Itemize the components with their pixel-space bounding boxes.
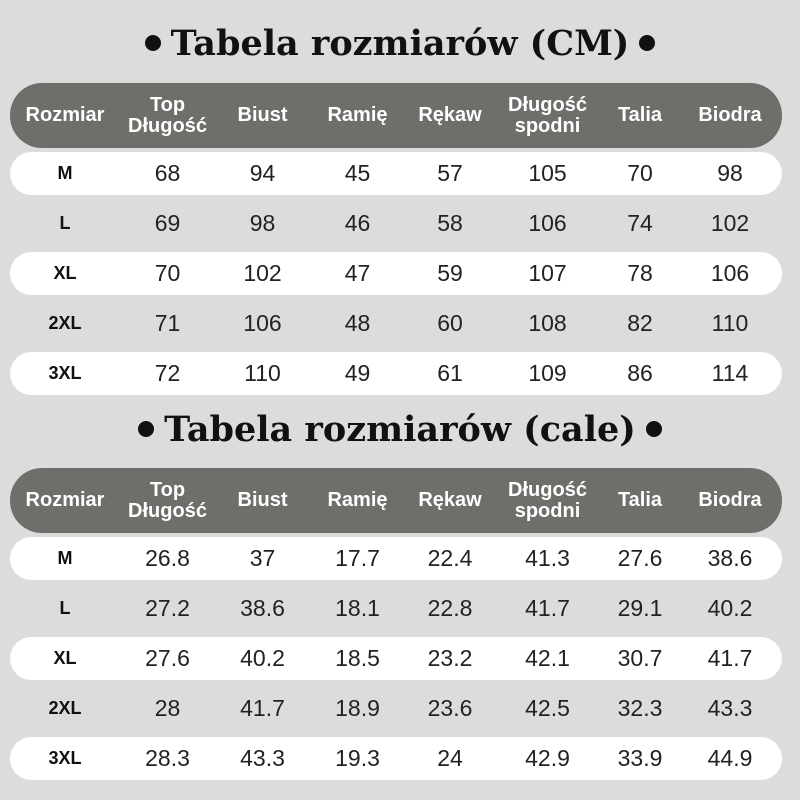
table-row [10,152,782,195]
value-cell: 102 [243,260,282,286]
value-cell: 41.7 [240,695,285,721]
size-table-cm [10,83,782,395]
value-cell: 114 [711,360,749,386]
value-cell: 22.4 [427,545,473,571]
value-cell: 49 [344,360,371,386]
value-cell: 40.2 [240,645,285,671]
value-cell: 72 [154,360,181,386]
header-cell: Ramię [327,104,388,126]
value-cell: 106 [710,260,750,286]
bullet-icon [639,35,655,51]
value-cell: 42.9 [525,745,570,771]
table-row [10,737,782,780]
header-cell: Top Długość [128,478,207,522]
value-cell: 105 [528,160,567,186]
value-cell: 45 [344,160,371,186]
value-cell: 27.6 [617,545,663,571]
value-cell: 70 [154,260,181,286]
header-cell: Rękaw [418,489,482,511]
size-table-inch [10,468,782,780]
value-cell: 30.7 [617,645,663,671]
value-cell: 27.2 [145,595,190,621]
size-cell: L [59,598,71,618]
value-cell: 110 [244,360,281,386]
value-cell: 18.9 [335,695,380,721]
value-cell: 94 [249,160,276,186]
size-cell: 3XL [48,363,82,383]
header-cell: Rozmiar [25,489,105,511]
value-cell: 40.2 [707,595,753,621]
value-cell: 26.8 [145,545,190,571]
value-cell: 43.3 [240,745,285,771]
size-cell: M [57,548,73,568]
value-cell: 18.5 [335,645,380,671]
value-cell: 58 [437,210,463,236]
size-cell: L [59,213,71,233]
value-cell: 22.8 [427,595,473,621]
table-row [10,352,782,395]
table-row [10,587,782,630]
value-cell: 23.6 [427,695,473,721]
value-cell: 42.5 [525,695,570,721]
value-cell: 41.3 [525,545,570,571]
value-cell: 38.6 [240,595,285,621]
table-body [10,537,782,780]
table-row [10,687,782,730]
header-cell: Biust [237,489,288,511]
table-row [10,537,782,580]
value-cell: 70 [627,160,653,186]
value-cell: 19.3 [335,745,380,771]
value-cell: 29.1 [617,595,663,621]
header-cell: Rękaw [418,104,482,126]
size-cell: M [57,163,73,183]
value-cell: 102 [710,210,750,236]
value-cell: 37 [249,545,276,571]
table-header [10,83,782,148]
value-cell: 23.2 [427,645,473,671]
table-body [10,152,782,395]
value-cell: 17.7 [335,545,380,571]
table-row [10,302,782,345]
value-cell: 43.3 [707,695,753,721]
value-cell: 24 [437,745,463,771]
value-cell: 28.3 [145,745,190,771]
value-cell: 57 [437,160,463,186]
header-cell: Biust [237,104,288,126]
value-cell: 33.9 [617,745,663,771]
inch-table-title [0,410,800,450]
table-row [10,252,782,295]
value-cell: 86 [627,360,653,386]
value-cell: 59 [437,260,463,286]
size-cell: XL [53,648,77,668]
value-cell: 28 [154,695,181,721]
value-cell: 60 [437,310,463,336]
bullet-icon [138,421,154,437]
value-cell: 109 [528,360,567,386]
header-cell: Ramię [327,489,388,511]
inch-title-text: Tabela rozmiarów (cale) [164,409,636,450]
value-cell: 69 [154,210,181,236]
value-cell: 41.7 [525,595,570,621]
header-cell: Biodra [698,104,762,126]
size-cell: XL [53,263,77,283]
header-cell: Biodra [698,489,762,511]
bullet-icon [145,35,161,51]
value-cell: 98 [249,210,276,236]
header-cell: Rozmiar [25,104,105,126]
value-cell: 41.7 [707,645,753,671]
header-cell: Długość spodni [508,93,587,137]
value-cell: 78 [627,260,653,286]
value-cell: 47 [344,260,371,286]
size-cell: 2XL [48,698,82,718]
value-cell: 42.1 [525,645,570,671]
value-cell: 106 [528,210,567,236]
header-cell: Top Długość [128,93,207,137]
header-cell: Długość spodni [508,478,587,522]
value-cell: 106 [243,310,282,336]
table-row [10,637,782,680]
value-cell: 68 [154,160,181,186]
value-cell: 71 [154,310,181,336]
size-cell: 3XL [48,748,82,768]
value-cell: 44.9 [707,745,753,771]
value-cell: 46 [344,210,371,236]
value-cell: 98 [717,160,743,186]
table-header [10,468,782,533]
cm-title-text: Tabela rozmiarów (CM) [170,23,630,64]
value-cell: 108 [528,310,567,336]
value-cell: 107 [528,260,567,286]
header-cell: Talia [617,104,663,126]
value-cell: 18.1 [335,595,380,621]
value-cell: 32.3 [617,695,663,721]
value-cell: 38.6 [707,545,753,571]
bullet-icon [646,421,662,437]
value-cell: 82 [627,310,653,336]
value-cell: 48 [344,310,371,336]
header-cell: Talia [617,489,663,511]
size-cell: 2XL [48,313,82,333]
value-cell: 74 [627,210,653,236]
value-cell: 61 [437,360,463,386]
table-row [10,202,782,245]
value-cell: 110 [711,310,749,336]
cm-table-title [0,24,800,64]
value-cell: 27.6 [145,645,190,671]
